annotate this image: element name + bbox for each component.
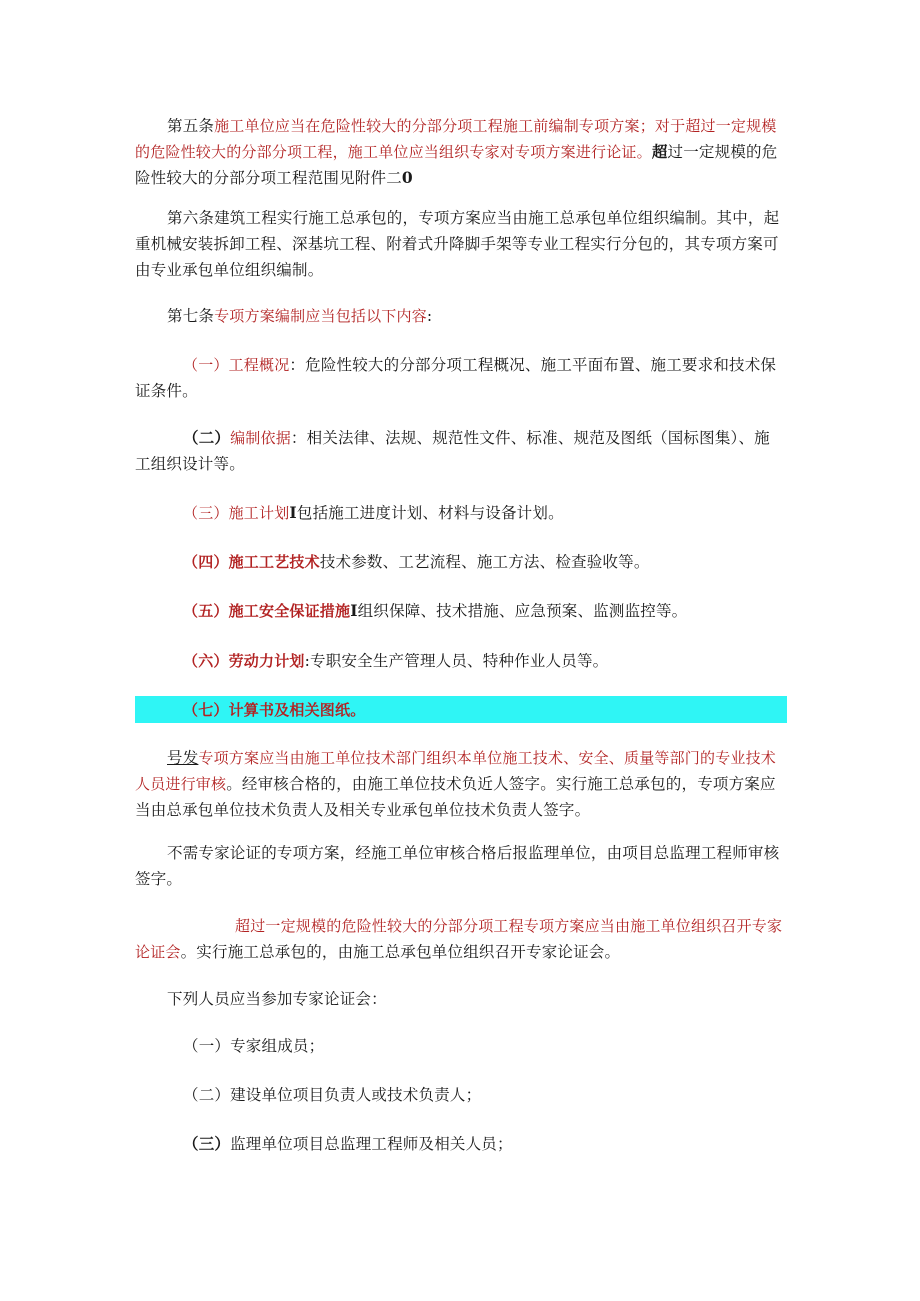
item-5-number: （五） bbox=[183, 602, 229, 620]
article-7-highlight: 专项方案编制应当包括以下内容 bbox=[214, 307, 427, 325]
list-item-2: （二）建设单位项目负责人或技术负责人； bbox=[183, 1086, 482, 1104]
article-5-tail-zero: 0 bbox=[401, 168, 413, 187]
item-5-mark: I bbox=[350, 601, 358, 620]
article-5-tail: 过一定规模的危险性较大的分部分项工程范围见附件二 bbox=[135, 143, 778, 187]
article-9: 不需专家论证的专项方案，经施工单位审核合格后报监理单位，由项目总监理工程师审核签字。 bbox=[135, 844, 780, 888]
article-10-tail: 。实行施工总承包的，由施工总承包单位组织召开专家论证会。 bbox=[180, 943, 621, 961]
article-6: 第六条建筑工程实行施工总承包的，专项方案应当由施工总承包单位组织编制。其中，起重机械安装拆卸工程、深基坑工程、附着式升降脚手架等专业工程实行分包的，其专项方案可由专业承包单位组织编制。 bbox=[135, 209, 780, 279]
item-5-text: 组织保障、技术措施、应急预案、监测监控等。 bbox=[357, 602, 688, 620]
item-1-label: 工程概况 bbox=[228, 356, 290, 374]
item-3-mark: I bbox=[289, 503, 297, 522]
item-3-text: 包括施工进度计划、材料与设备计划。 bbox=[296, 504, 564, 522]
item-5 bbox=[135, 598, 785, 624]
article-11: 下列人员应当参加专家论证会： bbox=[167, 990, 387, 1008]
item-4-number: （四） bbox=[183, 553, 229, 571]
article-5-bold-char: 超 bbox=[651, 142, 668, 161]
item-7-text: （七）计算书及相关图纸。 bbox=[183, 701, 366, 719]
article-7-colon: : bbox=[426, 307, 433, 325]
article-8-underlined: 号发 bbox=[167, 749, 199, 767]
article-10-highlight: 超过一定规模的危险性较大的分部分项工程专项方案应当由施工单位组织召开专家论证会 bbox=[135, 917, 783, 961]
article-8-highlight: 专项方案应当由施工单位技术部门组织本单位施工技术、安全、质量等部门的专业技术人员进行审核 bbox=[135, 749, 777, 793]
item-4-label: 施工工艺技术 bbox=[228, 553, 320, 571]
item-2-number: （二） bbox=[183, 428, 231, 447]
article-7 bbox=[135, 303, 785, 329]
item-4 bbox=[135, 549, 785, 575]
item-1-number: （一） bbox=[183, 356, 229, 374]
item-3 bbox=[135, 500, 785, 526]
list-item-1: （一）专家组成员； bbox=[183, 1037, 325, 1055]
item-6-text: :专职安全生产管理人员、特种作业人员等。 bbox=[304, 652, 609, 670]
article-5-highlight-text: 施工单位应当在危险性较大的分部分项工程施工前编制专项方案；对于超过一定规模的危险性较大的分部分项工程，施工单位应当组织专家对专项方案进行论证。 bbox=[135, 117, 777, 161]
article-8 bbox=[135, 745, 785, 823]
list-item-3-number: （三） bbox=[183, 1134, 231, 1153]
item-2-label: 编制依据 bbox=[230, 429, 291, 447]
item-6 bbox=[135, 648, 785, 674]
item-4-text: 技术参数、工艺流程、施工方法、检查验收等。 bbox=[319, 553, 650, 571]
item-1 bbox=[135, 352, 785, 404]
item-5-label: 施工安全保证措施 bbox=[228, 602, 351, 620]
item-6-label: 劳动力计划 bbox=[228, 652, 305, 670]
list-item-3 bbox=[135, 1131, 785, 1157]
item-2 bbox=[135, 425, 785, 477]
item-6-number: （六） bbox=[183, 652, 229, 670]
article-8-tail: 。经审核合格的，由施工单位技术负近人签字。实行施工总承包的，专项方案应当由总承包单位技术负责人及相关专业承包单位技术负责人签字。 bbox=[135, 775, 776, 819]
article-10 bbox=[135, 913, 785, 965]
item-3-label: 施工计划 bbox=[228, 504, 290, 522]
article-5 bbox=[135, 113, 785, 191]
list-item-3-text: 监理单位项目总监理工程师及相关人员； bbox=[230, 1135, 513, 1153]
article-7-lead: 第七条 bbox=[167, 307, 215, 325]
item-1-text: ：危险性较大的分部分项工程概况、施工平面布置、施工要求和技术保证条件。 bbox=[135, 356, 777, 400]
item-7 bbox=[135, 697, 785, 723]
item-2-text: ：相关法律、法规、规范性文件、标准、规范及图纸（国标图集）、施工组织设计等。 bbox=[135, 429, 770, 473]
item-3-number: （三） bbox=[183, 504, 229, 522]
article-5-lead: 第五条 bbox=[167, 117, 215, 135]
